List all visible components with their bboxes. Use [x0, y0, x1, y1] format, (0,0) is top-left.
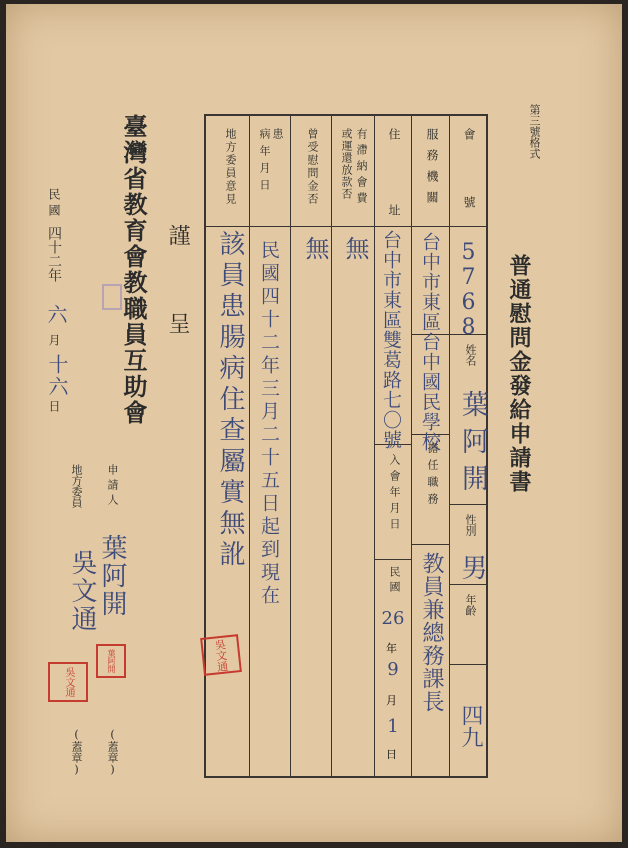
col-divider: [411, 114, 412, 778]
join-year-unit: 年: [386, 642, 397, 655]
col-divider: [249, 114, 250, 778]
table-border-bottom: [204, 776, 488, 778]
row-divider: [449, 584, 488, 585]
applicant-label: 申請人: [106, 464, 119, 509]
join-month-unit: 月: [386, 694, 397, 707]
join-month-value: 9: [387, 659, 399, 680]
date-month-unit: 月: [47, 334, 61, 346]
committee-opinion-label: 地方委員意見: [224, 128, 237, 206]
col-divider: [374, 114, 375, 778]
local-committee-value: 吳文通: [67, 549, 97, 633]
col-divider: [331, 114, 332, 778]
recipient: 臺灣省教育會教職員互助會: [119, 114, 148, 426]
local-committee-label: 地方委員: [70, 464, 83, 508]
gender-label: 性別: [464, 514, 477, 536]
form-number: 第三號格式: [528, 104, 541, 159]
employer-value: 台中市東區台中國民學校: [419, 232, 441, 452]
row-divider: [449, 504, 488, 505]
col-divider: [449, 114, 450, 778]
join-day-value: 1: [387, 716, 399, 737]
row-divider: [411, 544, 450, 545]
date-month: 六: [44, 304, 68, 324]
date-year: 四十二年: [46, 226, 62, 282]
applicant-seal: [96, 644, 126, 678]
gender-value: 男: [457, 554, 487, 580]
table-border-left: [204, 114, 206, 778]
arrears-value: 無: [341, 236, 369, 260]
received-label: 曾受慰問金否: [306, 128, 319, 206]
join-day-unit: 日: [386, 748, 397, 761]
employer-label: 服務機關: [425, 128, 439, 212]
membership-no-value: 5768: [456, 240, 481, 340]
join-date-prefix: 民國: [388, 566, 401, 596]
address-label: 住 址: [387, 128, 401, 242]
name-value: 葉阿開: [457, 390, 488, 501]
seal-text: 葉阿開: [107, 649, 116, 673]
age-value: 四九: [458, 704, 483, 748]
stamp-mark: [102, 284, 122, 310]
received-value: 無: [301, 236, 329, 260]
header-divider: [204, 226, 488, 227]
applicant-value: 葉阿開: [97, 534, 127, 618]
age-label: 年齡: [464, 594, 477, 616]
closing: 謹 呈: [165, 224, 190, 356]
row-divider: [449, 664, 488, 665]
form-title: 普通慰問金發給申請書: [506, 254, 532, 494]
arrears-label-line2: 或運還放款否: [340, 128, 353, 200]
committee-opinion-value: 該員患腸病住查屬實無訛: [215, 230, 245, 571]
membership-no-label: 會 號: [462, 128, 476, 230]
date-day-unit: 日: [47, 400, 61, 412]
join-date-label: 入會年月日: [388, 454, 401, 534]
illness-date-value: 民國四十二年三月二十五日起到現在: [258, 240, 280, 608]
illness-label-line2: 病年月日: [258, 128, 271, 196]
illness-label-line1: 患: [271, 128, 284, 139]
table-border-top: [204, 114, 488, 116]
local-committee-seal: [48, 662, 88, 702]
local-committee-seal-note: (蓋章): [70, 728, 83, 776]
application-form: [6, 4, 622, 842]
position-label: 擔任職務: [426, 442, 439, 510]
join-year-value: 26: [381, 608, 405, 629]
applicant-seal-note: (蓋章): [106, 728, 119, 776]
date-prefix: 民國: [47, 188, 61, 220]
committee-opinion-seal: [200, 634, 242, 676]
seal-text: 吳文通: [63, 667, 74, 697]
address-value: 台中市東區雙葛路七〇號: [380, 230, 402, 450]
name-label: 姓名: [464, 344, 477, 366]
row-divider: [374, 559, 412, 560]
date-day: 十六: [45, 354, 69, 398]
col-divider: [290, 114, 291, 778]
position-value: 教員兼總務課長: [419, 552, 444, 713]
seal-text: 吳文通: [212, 637, 230, 673]
arrears-label-line1: 有滯納會費: [355, 128, 368, 208]
